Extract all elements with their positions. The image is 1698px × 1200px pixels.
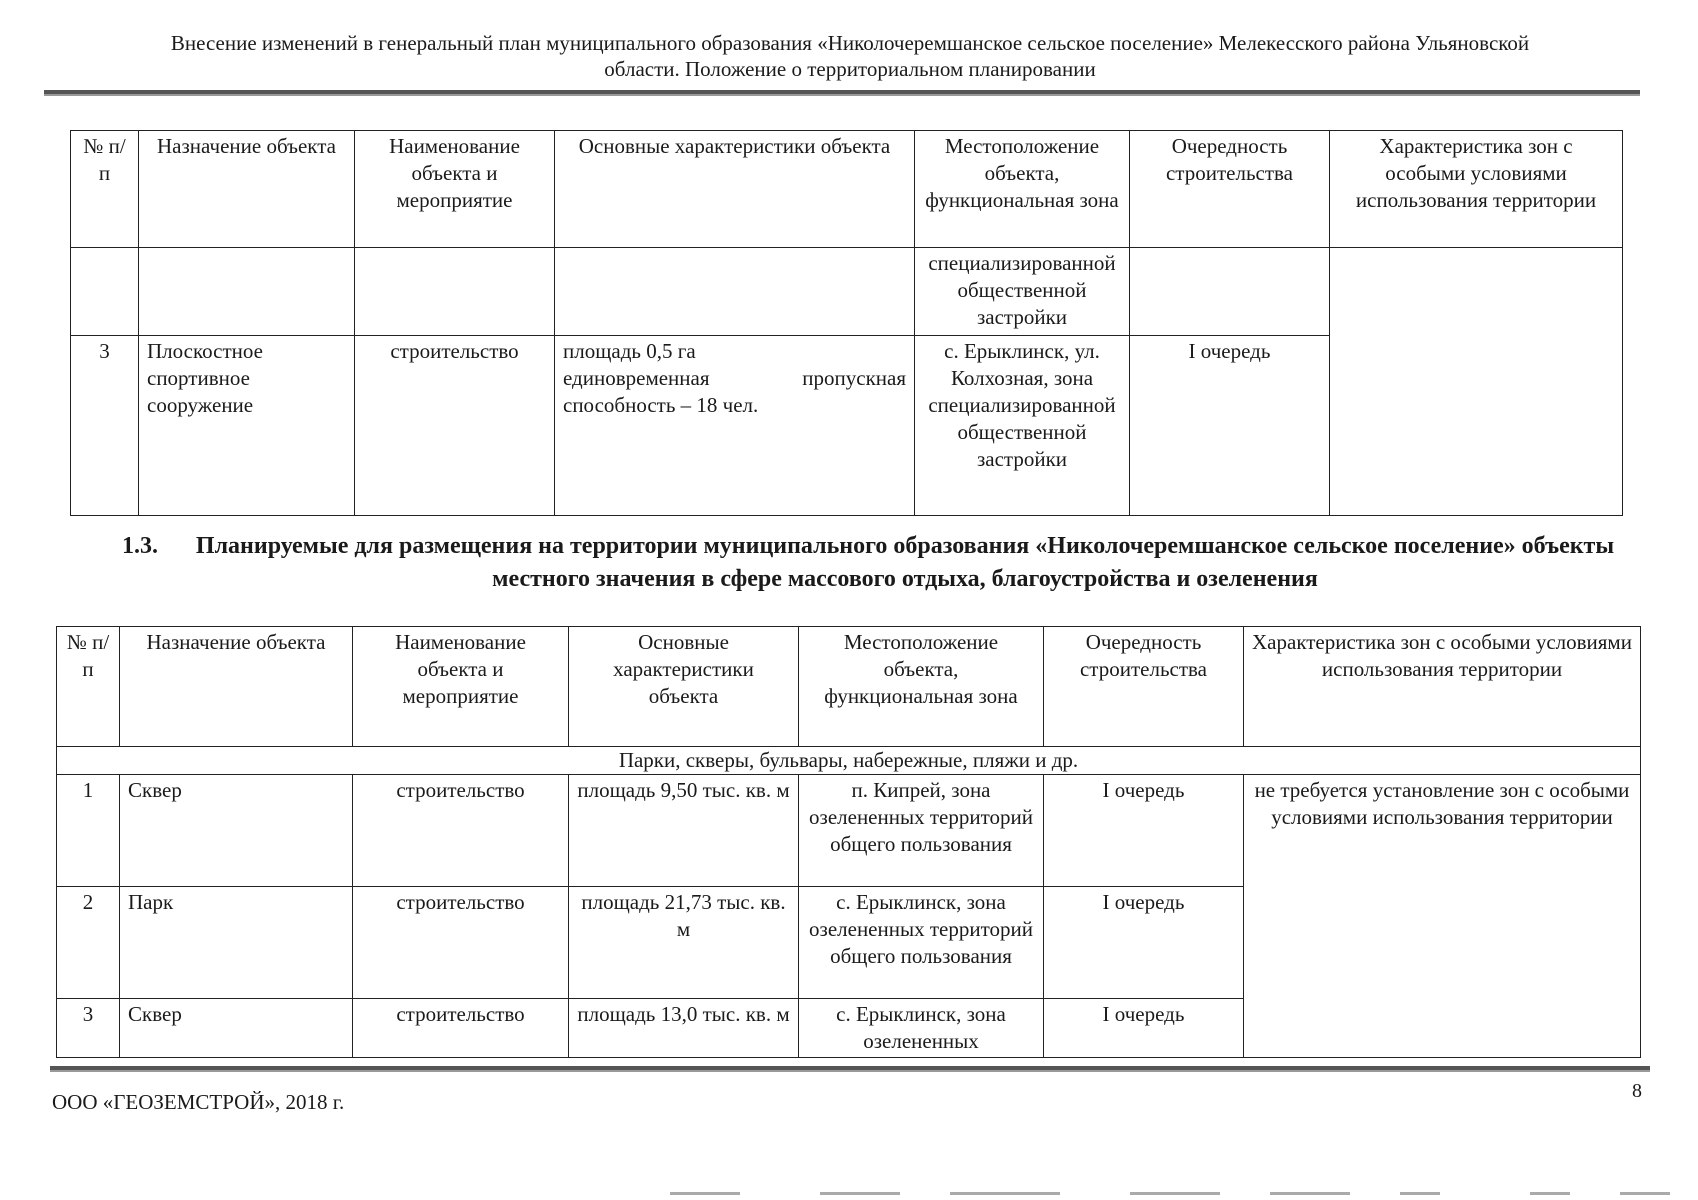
- cell-num: 3: [71, 336, 139, 516]
- header-line-1: Внесение изменений в генеральный план муниципального образования «Николочеремшанское сельское поселение» Мелекесского района Ульяновской: [170, 31, 1530, 55]
- cell-order: I очередь: [1130, 336, 1330, 516]
- col-chars-header: Основные характеристики объекта: [555, 131, 915, 248]
- col-location-header: Местоположение объекта, функциональная зона: [915, 131, 1130, 248]
- cell-chars: площадь 21,73 тыс. кв. м: [569, 887, 799, 999]
- cell-purpose: Сквер: [120, 999, 353, 1058]
- section-number: 1.3.: [122, 533, 158, 559]
- footer-company: ООО «ГЕОЗЕМСТРОЙ», 2018 г.: [52, 1090, 345, 1114]
- table-sport-objects: [70, 130, 1623, 516]
- table-recreation-objects: [56, 626, 1641, 1058]
- cell-location: с. Ерыклинск, зона озелененных территорий общего пользования: [799, 887, 1044, 999]
- table-row-continued: [71, 248, 1623, 336]
- document-header: [40, 30, 1660, 82]
- scan-artifact: [950, 1192, 1060, 1195]
- table-header-row: [71, 131, 1623, 248]
- cell-purpose: Плоскостное спортивное сооружение: [139, 336, 355, 516]
- table-header-row: [57, 627, 1641, 747]
- cell-num: 1: [57, 775, 120, 887]
- footer-rule: [50, 1066, 1650, 1072]
- scan-artifact: [1400, 1192, 1440, 1195]
- col-location-header: Местоположение объекта, функциональная зона: [799, 627, 1044, 747]
- cell-zones: не требуется установление зон с особыми условиями использования территории: [1244, 775, 1641, 1058]
- cell-location: п. Кипрей, зона озелененных территорий общего пользования: [799, 775, 1044, 887]
- col-num-header: № п/п: [57, 627, 120, 747]
- scan-artifact: [1130, 1192, 1220, 1195]
- cell-num: 2: [57, 887, 120, 999]
- scan-artifact: [820, 1192, 900, 1195]
- scan-artifact: [1270, 1192, 1350, 1195]
- scan-artifact: [670, 1192, 740, 1195]
- cell-order: I очередь: [1044, 887, 1244, 999]
- cell-name: строительство: [353, 775, 569, 887]
- cell-order: I очередь: [1044, 775, 1244, 887]
- cell-purpose: Сквер: [120, 775, 353, 887]
- cell-num: 3: [57, 999, 120, 1058]
- cell-location: специализированной общественной застройки: [915, 248, 1130, 336]
- scan-artifact: [1530, 1192, 1570, 1195]
- col-name-header: Наименование объекта и мероприятие: [355, 131, 555, 248]
- group-row: [57, 747, 1641, 775]
- cell-zones: [1330, 248, 1623, 516]
- cell-location: с. Ерыклинск, ул. Колхозная, зона специализированной общественной застройки: [915, 336, 1130, 516]
- scan-artifact: [1620, 1192, 1670, 1195]
- col-order-header: Очередность строительства: [1130, 131, 1330, 248]
- cell-chars: площадь 9,50 тыс. кв. м: [569, 775, 799, 887]
- col-num-header: № п/п: [71, 131, 139, 248]
- cell-chars: площадь 13,0 тыс. кв. м: [569, 999, 799, 1058]
- cell-order: I очередь: [1044, 999, 1244, 1058]
- page-number: 8: [1632, 1080, 1642, 1102]
- col-zones-header: Характеристика зон с особыми условиями использования территории: [1244, 627, 1641, 747]
- col-zones-header: Характеристика зон с особыми условиями использования территории: [1330, 131, 1623, 248]
- cell-purpose: Парк: [120, 887, 353, 999]
- header-line-2: области. Положение о территориальном планировании: [604, 57, 1096, 81]
- cell-name: строительство: [355, 336, 555, 516]
- cell-name: строительство: [353, 887, 569, 999]
- cell-location: с. Ерыклинск, зона озелененных: [799, 999, 1044, 1058]
- cell-name: строительство: [353, 999, 569, 1058]
- section-title-text: Планируемые для размещения на территории муниципального образования «Николочеремшанское сельское поселение» объекты местного значения в сфере массового отдыха, благоустройства и озеленения: [195, 533, 1615, 592]
- table-row: [57, 775, 1641, 887]
- cell-chars: площадь 0,5 га единовременная пропускная способность – 18 чел.: [555, 336, 915, 516]
- col-purpose-header: Назначение объекта: [139, 131, 355, 248]
- col-purpose-header: Назначение объекта: [120, 627, 353, 747]
- group-label: Парки, скверы, бульвары, набережные, пляжи и др.: [57, 747, 1641, 775]
- col-chars-header: Основные характеристики объекта: [569, 627, 799, 747]
- col-order-header: Очередность строительства: [1044, 627, 1244, 747]
- header-rule: [44, 90, 1640, 96]
- section-heading: [110, 530, 1620, 596]
- col-name-header: Наименование объекта и мероприятие: [353, 627, 569, 747]
